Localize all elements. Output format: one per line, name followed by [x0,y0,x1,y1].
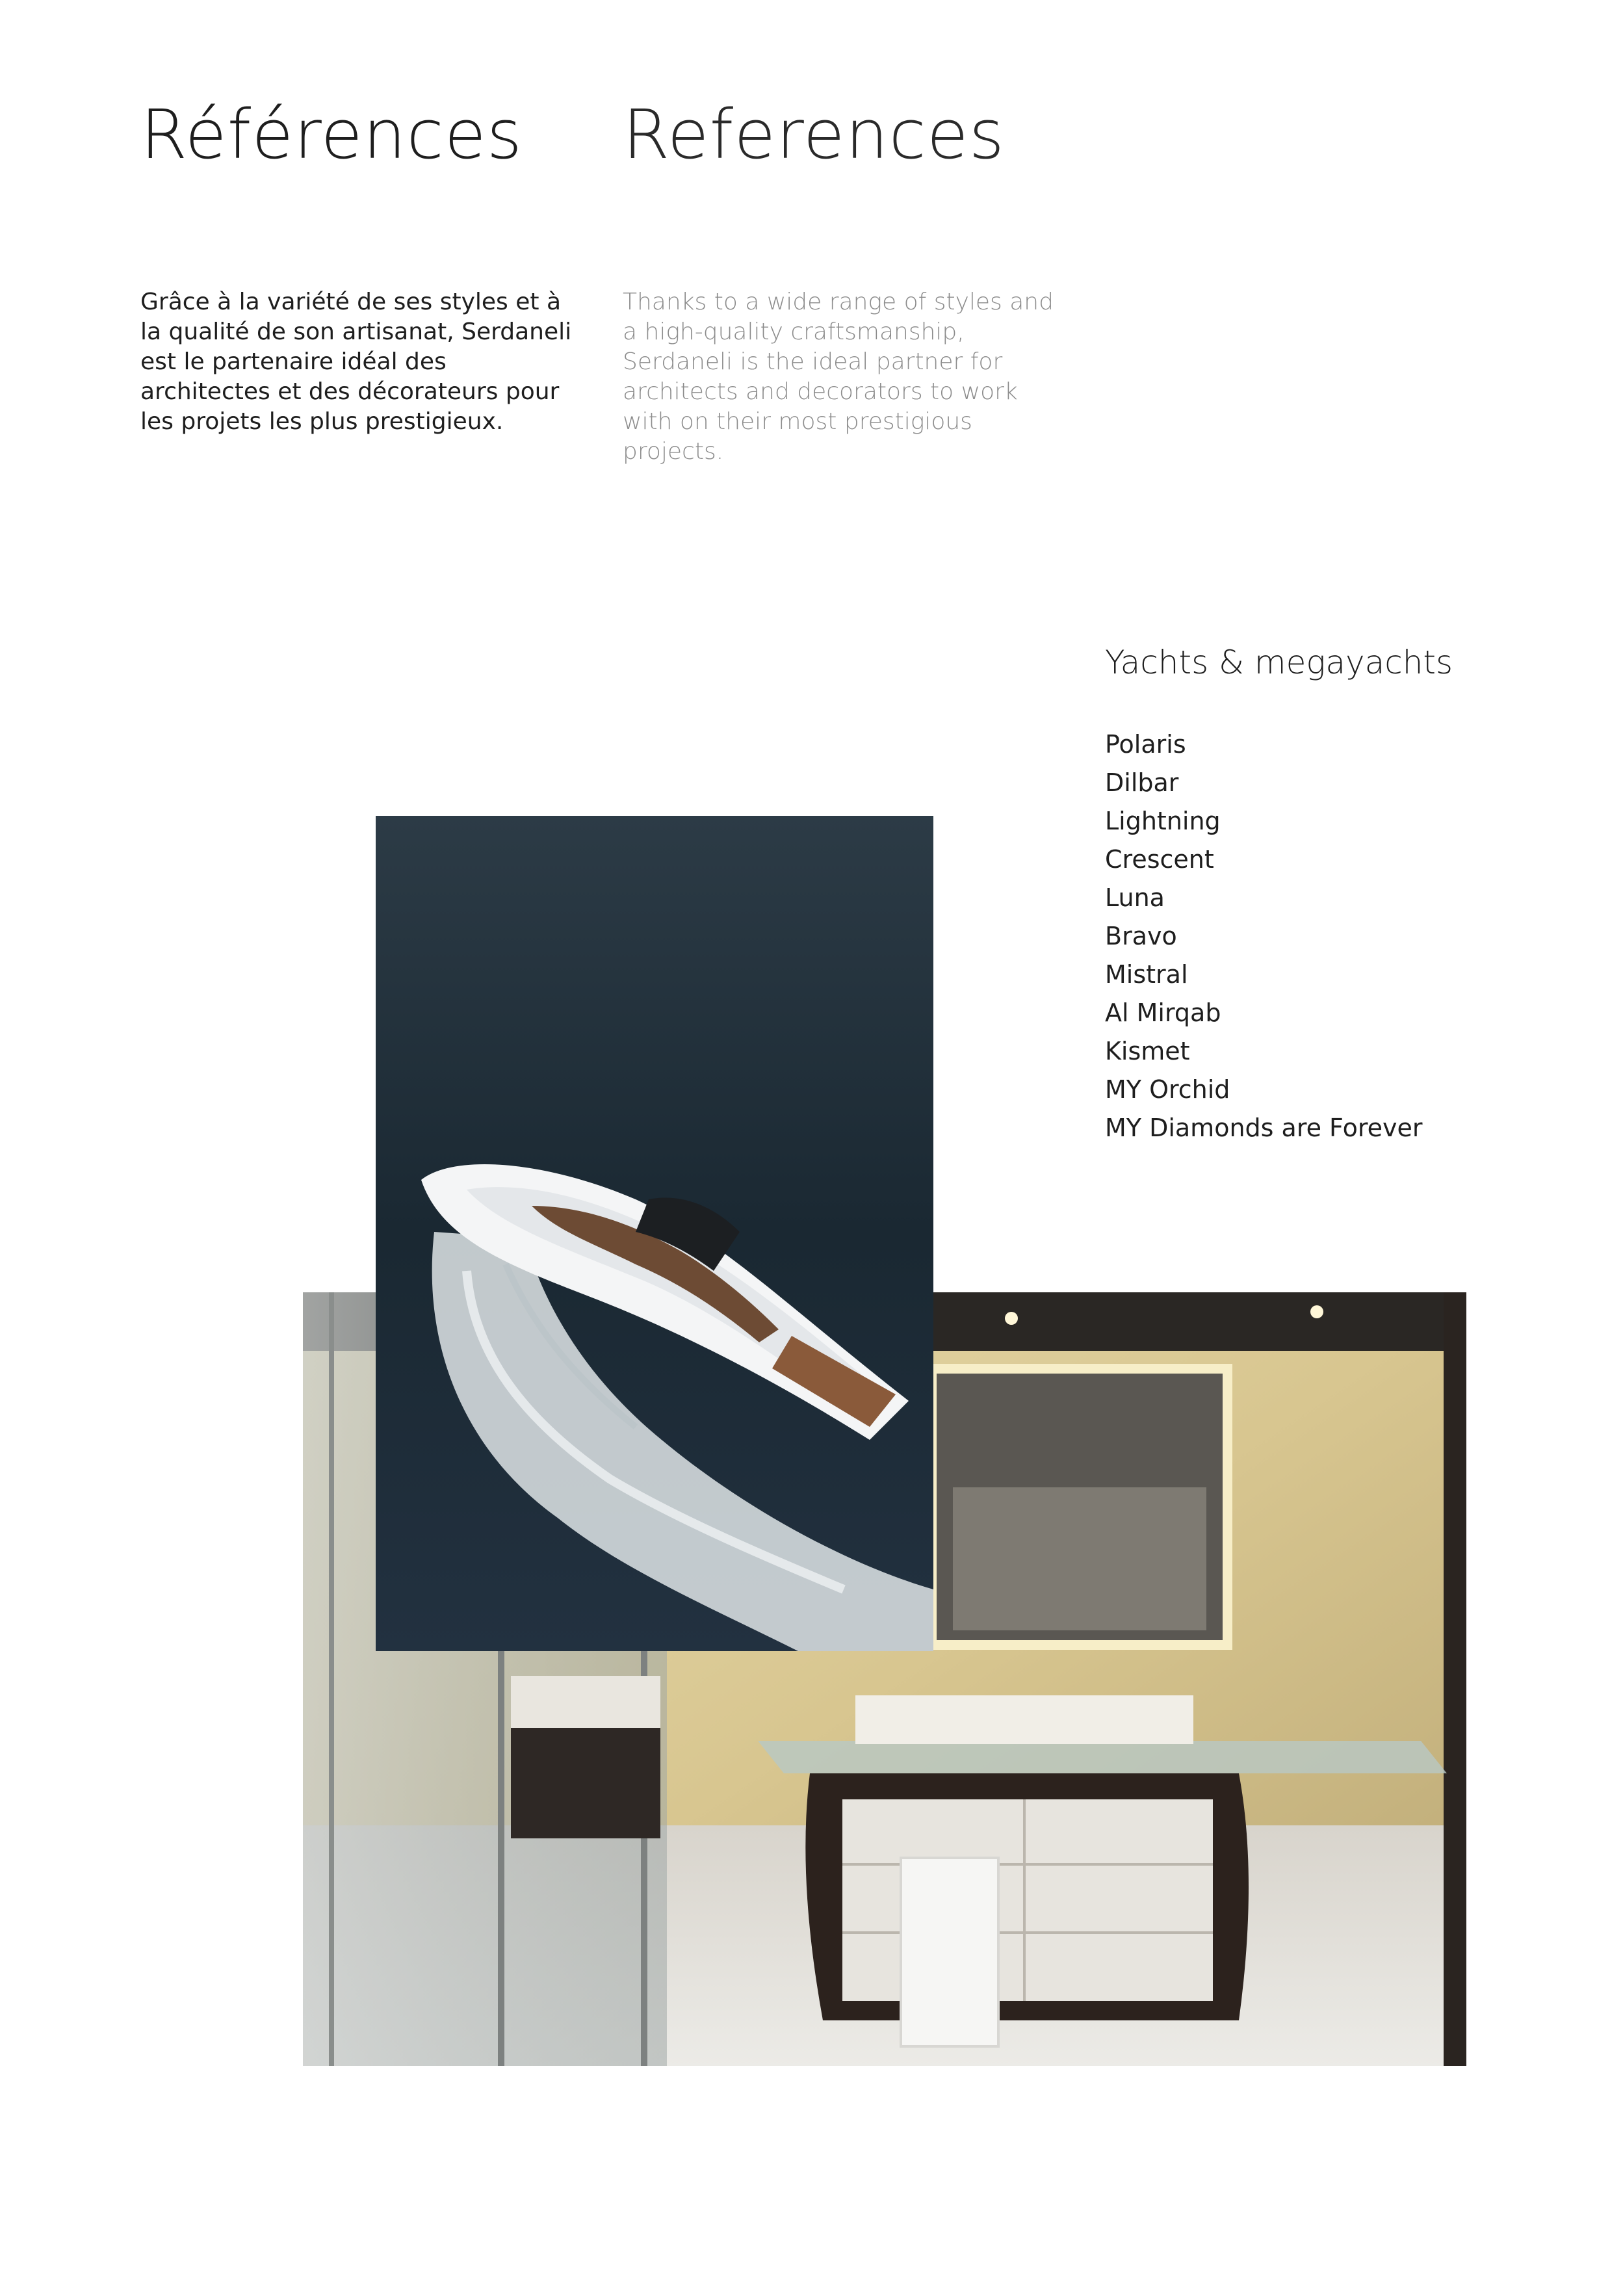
list-item: Lightning [1105,807,1221,835]
list-item: Polaris [1105,730,1186,759]
page-title-french: Références [140,95,523,174]
list-item: Al Mirqab [1105,998,1221,1027]
yacht-aerial-photo [376,816,933,1651]
list-item: Kismet [1105,1037,1190,1065]
intro-text-english: Thanks to a wide range of styles and a high-quality craftsmanship, Serdaneli is the ideal partner for architects and decorators to work with on their most prestigious projects. [623,289,1054,465]
page-title-english: References [623,95,1005,174]
list-item: MY Diamonds are Forever [1105,1114,1423,1142]
yacht-illustration [376,816,933,1651]
list-item: Crescent [1105,845,1214,874]
yacht-list [1105,725,1422,1147]
list-item: Dilbar [1105,768,1179,797]
list-item: MY Orchid [1105,1075,1230,1104]
list-item: Mistral [1105,960,1188,989]
list-item: Bravo [1105,922,1177,950]
yachts-heading: Yachts & megayachts [1105,644,1453,681]
list-item: Luna [1105,883,1165,912]
intro-text-french: Grâce à la variété de ses styles et à la qualité de son artisanat, Serdaneli est le partenaire idéal des architectes et des décorateurs pour les projets les plus prestigieux. [140,289,572,435]
